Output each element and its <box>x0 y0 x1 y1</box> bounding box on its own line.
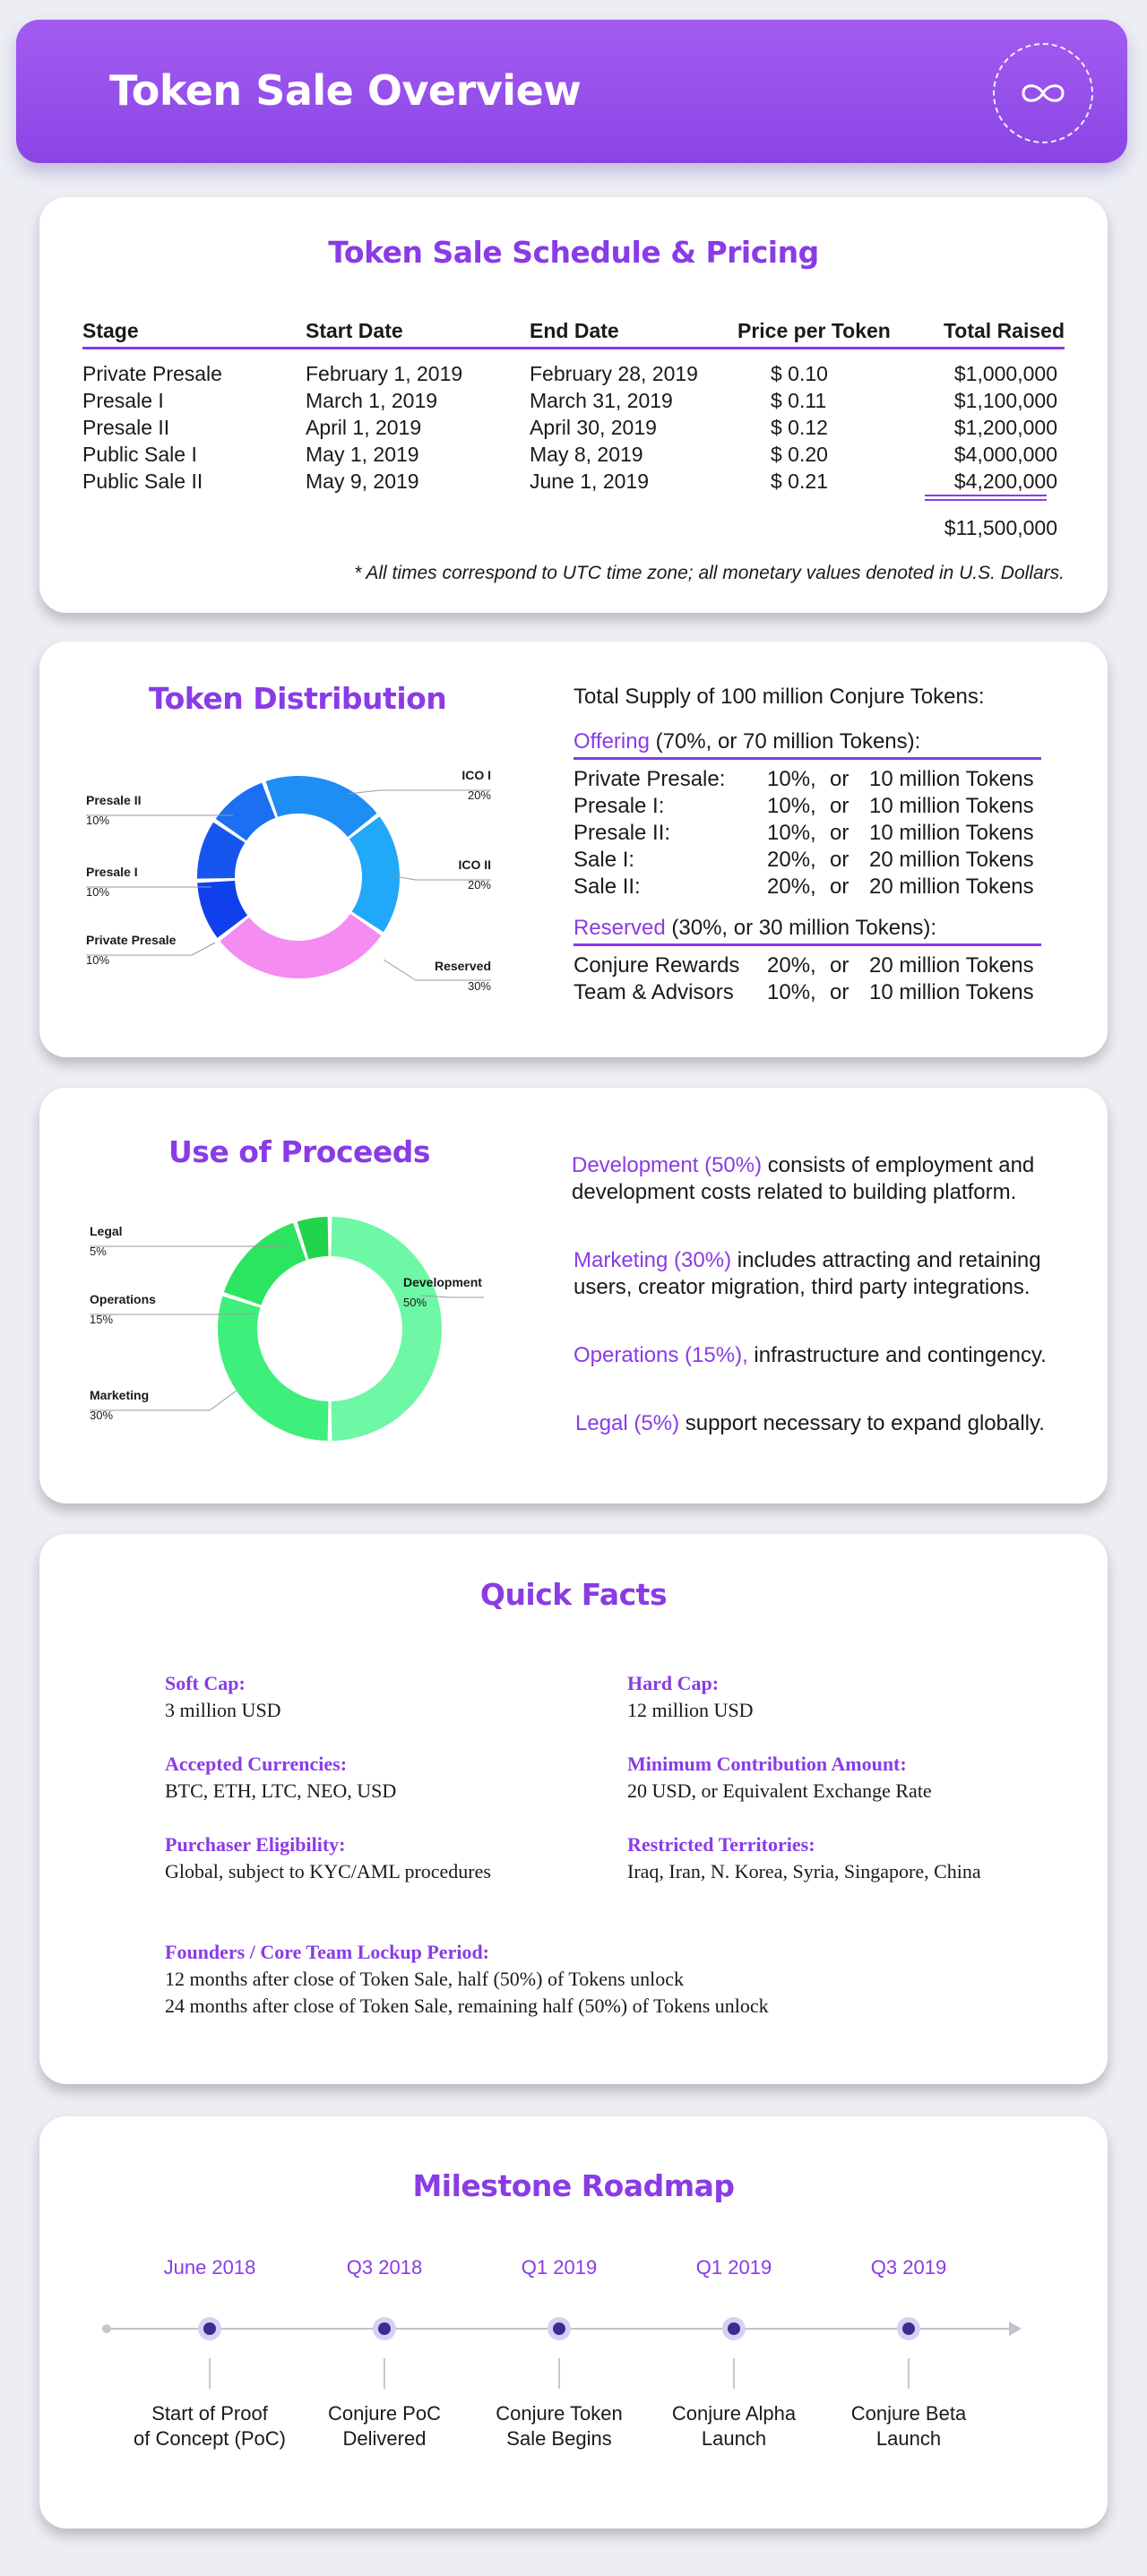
col-price: Price per Token <box>737 319 891 342</box>
slice-label: Presale I <box>86 865 138 879</box>
reserved-label: Reserved <box>574 916 666 940</box>
slice-value-label: 50% <box>403 1296 427 1309</box>
distribution-cell: Team & Advisors <box>574 980 734 1004</box>
schedule-card <box>39 197 1108 613</box>
donut-slice-development <box>332 1236 422 1421</box>
lockup-line-1: 12 months after close of Token Sale, half (50%) of Tokens unlock <box>165 1968 684 1990</box>
table-cell: February 1, 2019 <box>306 362 463 385</box>
milestone-dot <box>902 2322 915 2335</box>
soft-cap-value: 3 million USD <box>165 1699 281 1721</box>
distribution-card <box>39 642 1108 1057</box>
distribution-cell: 10 million Tokens <box>869 767 1034 791</box>
slice-label: Reserved <box>434 959 491 973</box>
distribution-cell: or <box>830 767 849 791</box>
distribution-cell: or <box>830 980 849 1004</box>
timeline-arrow-icon <box>1009 2322 1022 2336</box>
milestone-label <box>470 2401 649 2451</box>
donut-slice-ico-ii <box>365 828 381 922</box>
table-cell: $ 0.20 <box>771 443 828 466</box>
slice-value-label: 30% <box>90 1409 114 1422</box>
slice-value-label: 10% <box>86 814 110 827</box>
proceeds-item <box>572 1152 1034 1206</box>
min-contribution-value: 20 USD, or Equivalent Exchange Rate <box>627 1779 932 1802</box>
table-cell: March 31, 2019 <box>530 389 673 412</box>
milestone-label-line-2: Delivered <box>342 2427 427 2450</box>
proceeds-item <box>574 1247 1041 1301</box>
milestone-label-line-2: Launch <box>875 2427 942 2450</box>
milestone-label <box>819 2401 998 2451</box>
donut-slice-ico-i <box>272 795 362 825</box>
donut-slice-private-presale <box>216 882 232 926</box>
slice-label: Development <box>403 1275 482 1289</box>
table-cell: $1,000,000 <box>953 362 1057 385</box>
distribution-cell: or <box>830 848 849 872</box>
table-cell: Presale I <box>82 389 164 412</box>
distribution-cell: 10%, <box>767 821 816 845</box>
distribution-cell: Sale I: <box>574 848 635 872</box>
reserved-underline <box>574 943 1041 946</box>
col-start: Start Date <box>306 319 403 342</box>
proceeds-item-label: Marketing (30%) <box>574 1248 732 1272</box>
offering-rest: (70%, or 70 million Tokens): <box>649 729 921 754</box>
distribution-cell: 20 million Tokens <box>869 874 1034 899</box>
slice-value-label: 30% <box>467 979 491 993</box>
proceeds-donut-chart <box>39 1088 541 1503</box>
distribution-cell: 10%, <box>767 980 816 1004</box>
table-cell: Public Sale II <box>82 470 203 493</box>
slice-label: Private Presale <box>86 933 177 947</box>
proceeds-item-text: support necessary to expand globally. <box>679 1411 1045 1435</box>
distribution-cell: Private Presale: <box>574 767 726 791</box>
restricted-label: Restricted Territories: <box>627 1833 815 1856</box>
donut-slice-presale-ii <box>231 800 269 830</box>
restricted-value: Iraq, Iran, N. Korea, Syria, Singapore, China <box>627 1860 981 1882</box>
distribution-cell: 10%, <box>767 794 816 818</box>
milestone-tick <box>733 2358 735 2389</box>
table-cell: $4,200,000 <box>953 470 1057 493</box>
table-cell: May 1, 2019 <box>306 443 419 466</box>
table-cell: $ 0.10 <box>771 362 828 385</box>
distribution-cell: Presale I: <box>574 794 665 818</box>
donut-slice-presale-i <box>216 832 229 878</box>
proceeds-item-text: infrastructure and contingency. <box>747 1343 1047 1367</box>
hard-cap-label: Hard Cap: <box>627 1672 720 1694</box>
distribution-cell: 20%, <box>767 848 816 872</box>
milestone-label-line-2: Sale Begins <box>506 2427 612 2450</box>
milestone-label-line-1: Conjure Beta <box>850 2402 967 2425</box>
slice-label: ICO II <box>458 857 491 872</box>
distribution-cell: 20 million Tokens <box>869 848 1034 872</box>
table-cell: May 8, 2019 <box>530 443 643 466</box>
distribution-cell: 20 million Tokens <box>869 953 1034 978</box>
table-cell: June 1, 2019 <box>530 470 650 493</box>
distribution-cell: Conjure Rewards <box>574 953 740 978</box>
table-cell: $ 0.11 <box>771 389 827 412</box>
hard-cap-value: 12 million USD <box>627 1699 754 1721</box>
table-cell: May 9, 2019 <box>306 470 419 493</box>
quick-facts-title: Quick Facts <box>479 1577 668 1612</box>
proceeds-item-text-2: development costs related to building platform. <box>572 1180 1017 1204</box>
slice-value-label: 5% <box>90 1245 107 1258</box>
slice-value-label: 20% <box>467 878 491 892</box>
slice-value-label: 10% <box>86 885 110 899</box>
milestone-dot <box>378 2322 391 2335</box>
milestone-dot <box>728 2322 740 2335</box>
slice-label: ICO I <box>461 768 491 782</box>
roadmap-title: Milestone Roadmap <box>412 2168 735 2203</box>
milestone-label-line-2: Launch <box>701 2427 767 2450</box>
offering-underline <box>574 757 1041 760</box>
milestone-label <box>644 2401 824 2451</box>
table-cell: $ 0.21 <box>771 470 828 493</box>
slice-label: Marketing <box>90 1388 150 1402</box>
page-header <box>16 20 1127 163</box>
page-title: Token Sale Overview <box>109 66 582 115</box>
milestone-date: Q3 2018 <box>346 2256 423 2279</box>
schedule-note: * All times correspond to UTC time zone; all monetary values denoted in U.S. Dollars. <box>354 563 1065 583</box>
distribution-cell: or <box>830 953 849 978</box>
proceeds-item-text: includes attracting and retaining <box>731 1248 1041 1272</box>
table-cell: April 30, 2019 <box>530 416 657 439</box>
col-end: End Date <box>530 319 619 342</box>
milestone-label <box>295 2401 474 2451</box>
milestone-tick <box>558 2358 560 2389</box>
milestone-tick <box>908 2358 910 2389</box>
col-total: Total Raised <box>943 319 1065 342</box>
milestone-date: June 2018 <box>163 2256 256 2279</box>
table-cell: April 1, 2019 <box>306 416 422 439</box>
table-cell: February 28, 2019 <box>530 362 698 385</box>
infinity-link-icon <box>993 43 1093 143</box>
proceeds-title: Use of Proceeds <box>168 1134 431 1169</box>
table-cell: Presale II <box>82 416 170 439</box>
soft-cap-label: Soft Cap: <box>165 1672 246 1694</box>
slice-value-label: 20% <box>467 788 491 802</box>
slice-label: Legal <box>90 1224 123 1238</box>
col-stage: Stage <box>82 319 139 342</box>
milestone-label-line-2: of Concept (PoC) <box>134 2427 286 2450</box>
proceeds-item <box>575 1410 1045 1437</box>
distribution-cell: Presale II: <box>574 821 671 845</box>
distribution-cell: 10 million Tokens <box>869 794 1034 818</box>
proceeds-item-label: Development (50%) <box>572 1153 763 1177</box>
min-contribution-label: Minimum Contribution Amount: <box>627 1753 907 1775</box>
distribution-donut-chart <box>39 642 541 1057</box>
total-supply-text: Total Supply of 100 million Conjure Tokens: <box>574 685 985 709</box>
total-underline-1 <box>925 495 1047 496</box>
slice-label: Presale II <box>86 793 142 807</box>
milestone-label-line-1: Start of Proof <box>151 2402 268 2425</box>
milestone-label-line-1: Conjure Token <box>496 2402 623 2425</box>
distribution-cell: or <box>830 794 849 818</box>
distribution-cell: or <box>830 874 849 899</box>
milestone-label-line-1: Conjure Alpha <box>671 2402 797 2425</box>
donut-slice-reserved <box>235 925 366 960</box>
milestone-label <box>120 2401 299 2451</box>
proceeds-card <box>39 1088 1108 1503</box>
reserved-rest: (30%, or 30 million Tokens): <box>665 916 937 940</box>
milestone-date: Q1 2019 <box>521 2256 598 2279</box>
proceeds-item-text-2: users, creator migration, third party integrations. <box>574 1275 1031 1299</box>
slice-value-label: 10% <box>86 953 110 967</box>
distribution-cell: 10 million Tokens <box>869 821 1034 845</box>
table-cell: $4,000,000 <box>953 443 1057 466</box>
logo-glyph <box>1018 80 1068 107</box>
distribution-cell: 10 million Tokens <box>869 980 1034 1004</box>
table-cell: $ 0.12 <box>771 416 828 439</box>
distribution-cell: or <box>830 821 849 845</box>
donut-slice-operations <box>243 1242 300 1299</box>
table-cell: Public Sale I <box>82 443 197 466</box>
slice-value-label: 15% <box>90 1313 114 1326</box>
total-underline-2 <box>925 499 1047 501</box>
milestone-tick <box>209 2358 211 2389</box>
table-cell: $1,100,000 <box>953 389 1057 412</box>
roadmap-card <box>39 2116 1108 2529</box>
currencies-value: BTC, ETH, LTC, NEO, USD <box>165 1779 397 1802</box>
eligibility-value: Global, subject to KYC/AML procedures <box>165 1860 491 1882</box>
proceeds-item <box>574 1342 1047 1369</box>
milestone-dot <box>553 2322 565 2335</box>
lockup-line-2: 24 months after close of Token Sale, remaining half (50%) of Tokens unlock <box>165 1994 769 2017</box>
eligibility-label: Purchaser Eligibility: <box>165 1833 346 1856</box>
header-divider <box>82 347 1065 349</box>
slice-label: Operations <box>90 1292 156 1306</box>
donut-slice-marketing <box>237 1302 328 1421</box>
distribution-title: Token Distribution <box>149 681 447 716</box>
milestone-label-line-1: Conjure PoC <box>328 2402 441 2425</box>
currencies-label: Accepted Currencies: <box>165 1753 348 1775</box>
table-cell: Private Presale <box>82 362 222 385</box>
milestone-date: Q3 2019 <box>870 2256 947 2279</box>
proceeds-item-label: Operations (15%), <box>574 1343 748 1367</box>
distribution-cell: 20%, <box>767 953 816 978</box>
distribution-cell: 20%, <box>767 874 816 899</box>
milestone-dot <box>203 2322 216 2335</box>
milestone-tick <box>384 2358 385 2389</box>
reserved-heading <box>574 916 936 941</box>
total-raised-sum: $11,500,000 <box>944 516 1057 539</box>
table-cell: March 1, 2019 <box>306 389 438 412</box>
milestone-date: Q1 2019 <box>695 2256 772 2279</box>
timeline-start-dot <box>102 2324 111 2333</box>
table-cell: $1,200,000 <box>953 416 1057 439</box>
offering-label: Offering <box>574 729 650 754</box>
proceeds-item-text: consists of employment and <box>762 1153 1035 1177</box>
lockup-label: Founders / Core Team Lockup Period: <box>165 1941 490 1963</box>
quick-facts-card <box>39 1534 1108 2084</box>
donut-slice-legal <box>303 1236 328 1240</box>
distribution-cell: 10%, <box>767 767 816 791</box>
proceeds-item-label: Legal (5%) <box>575 1411 680 1435</box>
schedule-title: Token Sale Schedule & Pricing <box>328 235 819 270</box>
distribution-cell: Sale II: <box>574 874 641 899</box>
offering-heading <box>574 729 920 754</box>
